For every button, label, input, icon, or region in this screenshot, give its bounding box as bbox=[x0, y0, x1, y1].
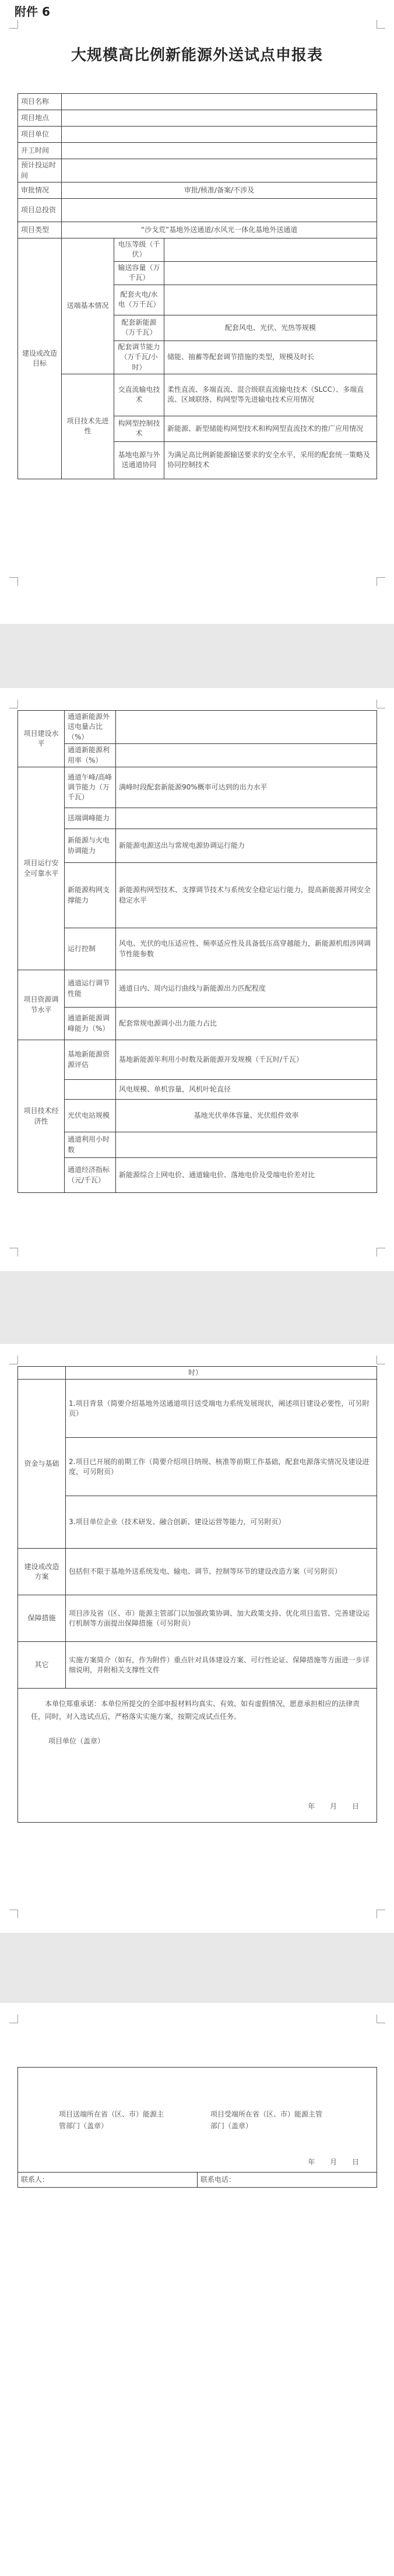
crop-mark bbox=[377, 1356, 385, 1364]
attachment-label: 附件 6 bbox=[15, 5, 50, 19]
phone-field[interactable]: 联系电话： bbox=[198, 2173, 377, 2188]
crop-mark bbox=[9, 1356, 18, 1364]
label-ne-ratio: 通道新能源外送电量占比（%） bbox=[65, 711, 116, 744]
field-project-name[interactable] bbox=[62, 94, 377, 110]
application-table-part-1 bbox=[17, 93, 377, 479]
label-economy: 项目技术经济性 bbox=[18, 1040, 65, 1193]
label-wind bbox=[65, 1080, 116, 1100]
receive-side-seal: 项目受端所在省（区、市）能源主管部门（盖章） bbox=[210, 2110, 323, 2131]
crop-mark bbox=[9, 1910, 18, 1918]
field-ne-ratio[interactable] bbox=[116, 711, 377, 744]
label-base-delivery: 基地电源与外送通道协同 bbox=[114, 441, 164, 479]
field-capacity[interactable] bbox=[164, 261, 377, 285]
crop-mark bbox=[377, 700, 385, 708]
label-dc-tech: 交直流输电技术 bbox=[114, 374, 164, 416]
field-adjust-capacity[interactable] bbox=[116, 808, 377, 829]
field-resource-eval[interactable]: 基地新能源年利用小时数及新能源开发规模（千瓦时/千瓦） bbox=[116, 1040, 377, 1080]
label-investment: 项目总投资 bbox=[18, 199, 62, 222]
page-4 bbox=[0, 2003, 394, 2576]
label-ne-reactive: 新能源构网支撑能力 bbox=[65, 863, 116, 928]
label-project-unit: 项目单位 bbox=[18, 127, 62, 143]
field-ne-util[interactable] bbox=[116, 744, 377, 767]
application-table-part-2 bbox=[17, 710, 377, 1193]
label-expected-time: 预计投运时间 bbox=[18, 159, 62, 183]
continued-cell bbox=[18, 1367, 66, 1380]
page-3 bbox=[0, 1344, 394, 1933]
label-config-new-energy: 配套新能源（万千瓦） bbox=[114, 315, 164, 341]
field-voltage[interactable] bbox=[164, 238, 377, 262]
label-project-type: 项目类型 bbox=[18, 222, 62, 238]
form-title: 大规模高比例新能源外送试点申报表 bbox=[71, 47, 323, 64]
page-2 bbox=[0, 688, 394, 1271]
label-channel-rate: 通道运行调节性能 bbox=[65, 970, 116, 1008]
crop-mark bbox=[9, 2015, 18, 2023]
label-other: 其它 bbox=[18, 1642, 66, 1689]
field-dc-tech[interactable]: 柔性直流、多端直流、混合级联直流输电技术（SLCC）、多端直流、区域联络、构网型等先进输电技术应用情况 bbox=[164, 374, 377, 416]
field-solar[interactable]: 基地光伏单体容量、光伏组件效率 bbox=[116, 1100, 377, 1132]
label-ne-coordination: 新能源与火电协调能力 bbox=[65, 829, 116, 863]
field-grid-forming[interactable]: 新能源、新型储能构网型技术和构网型直流技术的推广应用情况 bbox=[164, 416, 377, 441]
field-approval[interactable]: 审批/核准/备案/不涉及 bbox=[62, 183, 377, 199]
crop-mark bbox=[9, 1248, 18, 1257]
crop-mark bbox=[9, 577, 18, 586]
label-construction-scale: 建设或改造目标 bbox=[18, 238, 62, 479]
label-safety: 项目运行安全可靠水平 bbox=[18, 767, 65, 970]
label-config-storage: 配套调节能力（万千瓦/小时） bbox=[114, 341, 164, 374]
label-grid-forming: 构网型控制技术 bbox=[114, 416, 164, 441]
label-ne-rate: 通道新能源调峰能力（%） bbox=[65, 1008, 116, 1040]
label-capacity: 输送容量（万千瓦） bbox=[114, 261, 164, 285]
label-approval: 审批情况 bbox=[18, 183, 62, 199]
label-channel-eco: 通道经济指标（元/千瓦） bbox=[65, 1158, 116, 1193]
commitment-text: 本单位郑重承诺：本单位所提交的全部申报材料均真实、有效、如有虚假情况，愿意承担相应的法律责任，同时，对入选试点后，严格落实实施方案，按期完成试点任务。 bbox=[31, 1700, 360, 1721]
label-plan: 建设或改造方案 bbox=[18, 1549, 66, 1595]
commitment-cell bbox=[18, 1689, 377, 1823]
field-config-storage[interactable]: 储能、抽蓄等配套调节措施的类型，规模及时长 bbox=[164, 341, 377, 374]
label-project-name: 项目名称 bbox=[18, 94, 62, 110]
send-side-seal: 项目送端所在省（区、市）能源主管部门（盖章） bbox=[59, 2110, 164, 2131]
label-peak-capacity: 通道午峰/高峰调节能力（万千瓦） bbox=[65, 767, 116, 808]
continued-text: 时） bbox=[66, 1367, 377, 1380]
approval-cell bbox=[18, 2068, 377, 2173]
crop-mark bbox=[9, 700, 18, 708]
field-other[interactable]: 实施方案简介（如有，作为附件）重点针对具体建设方案、可行性论证、保障措施等方面进一步详细说明，并附相关支撑性文件 bbox=[66, 1642, 377, 1689]
label-quality: 项目资源调节水平 bbox=[18, 970, 65, 1040]
approval-date: 年 月 日 bbox=[308, 2157, 359, 2166]
label-running: 运行控制 bbox=[65, 928, 116, 970]
field-ne-reactive[interactable]: 新能源构网型技术、支撑调节技术与系统安全稳定运行能力，提高新能源并网安全稳定水平 bbox=[116, 863, 377, 928]
field-project-unit[interactable] bbox=[62, 127, 377, 143]
field-config-thermal-hydro[interactable] bbox=[164, 285, 377, 315]
crop-mark bbox=[377, 577, 385, 586]
field-wind[interactable]: 风电规模、单机容量，风机叶轮直径 bbox=[116, 1080, 377, 1100]
field-expected-time[interactable] bbox=[62, 159, 377, 183]
field-config-new-energy[interactable]: 配套风电、光伏、光热等规模 bbox=[164, 315, 377, 341]
page-1 bbox=[0, 0, 394, 624]
label-support: 资金与基础 bbox=[18, 1380, 66, 1549]
contact-field[interactable]: 联系人： bbox=[18, 2173, 198, 2188]
field-base-delivery[interactable]: 为满足高比例新能源输送要求的安全水平，采用的配套统一策略及协同控制技术 bbox=[164, 441, 377, 479]
crop-mark bbox=[9, 20, 18, 29]
label-solar: 光伏电站规模 bbox=[65, 1100, 116, 1132]
field-channel-rate[interactable]: 通道日内、周内运行曲线与新能源出力匹配程度 bbox=[116, 970, 377, 1008]
label-ne-util: 通道新能源利用率（%） bbox=[65, 744, 116, 767]
label-config-thermal-hydro: 配套火电/水电（万千瓦） bbox=[114, 285, 164, 315]
commit-date: 年 月 日 bbox=[308, 1802, 359, 1810]
label-adjust-capacity: 送端调峰能力 bbox=[65, 808, 116, 829]
label-resource-eval: 基地新能源资源评估 bbox=[65, 1040, 116, 1080]
unit-seal-label: 项目单位（盖章） bbox=[48, 1736, 105, 1745]
field-running[interactable]: 风电、光伏的电压适应性、频率适应性及具备低压高穿越能力，新能源机组涉网调节性能参数 bbox=[116, 928, 377, 970]
field-channel-eco[interactable]: 新能源综合上网电价、通道输电价、落地电价及受端电价差对比 bbox=[116, 1158, 377, 1193]
field-plan[interactable]: 包括但不限于基地外送系统发电、输电、调节、控制等环节的建设改造方案（可另附页） bbox=[66, 1549, 377, 1595]
field-peak-capacity[interactable]: 满峰时段配套新能源90%概率可达到的出力水平 bbox=[116, 767, 377, 808]
field-project-location[interactable] bbox=[62, 110, 377, 127]
application-table-part-4 bbox=[17, 2067, 377, 2188]
label-tech-route: 项目技术先进性 bbox=[62, 374, 114, 479]
crop-mark bbox=[377, 1248, 385, 1257]
field-item-3[interactable]: 3.项目单位企业（技术研发、融合创新、建设运营等能力，可另附页） bbox=[66, 1496, 377, 1549]
field-investment[interactable] bbox=[62, 199, 377, 222]
field-ne-rate[interactable]: 配套常规电源调小出力能力占比 bbox=[116, 1008, 377, 1040]
label-base-status: 送端基本情况 bbox=[62, 238, 114, 374]
field-ne-coordination[interactable]: 新能源电源送出与常规电源协调运行能力 bbox=[116, 829, 377, 863]
field-start-time[interactable] bbox=[62, 143, 377, 159]
label-channel-util: 通道利用小时数 bbox=[65, 1132, 116, 1158]
field-guarantee[interactable]: 项目涉及省（区、市）能源主管部门以加强政策协调、加大政策支持、优化项目监管、完善建设运行机制等方面提出保障措施（可另附页） bbox=[66, 1595, 377, 1642]
field-item-1[interactable]: 1.项目背景（简要介绍基地外送通道项目送受端电力系统发展现状，阐述项目建设必要性，可另附页） bbox=[66, 1380, 377, 1438]
application-table-part-3 bbox=[17, 1366, 377, 1823]
label-start-time: 开工时间 bbox=[18, 143, 62, 159]
field-channel-util[interactable] bbox=[116, 1132, 377, 1158]
label-project-location: 项目地点 bbox=[18, 110, 62, 127]
label-voltage: 电压等级（千伏） bbox=[114, 238, 164, 262]
crop-mark bbox=[377, 20, 385, 29]
label-guarantee: 保障措施 bbox=[18, 1595, 66, 1642]
crop-mark bbox=[377, 1910, 385, 1918]
crop-mark bbox=[377, 2015, 385, 2023]
field-item-2[interactable]: 2.项目已开展的前期工作（简要介绍项目纳规、核准等前期工作基础，配套电源落实情况及建设进度，可另附页） bbox=[66, 1438, 377, 1496]
label-target: 项目建设水平 bbox=[18, 711, 65, 767]
field-project-type[interactable]: “沙戈荒”基地外送通道/水风光一体化基地外送通道 bbox=[62, 222, 377, 238]
